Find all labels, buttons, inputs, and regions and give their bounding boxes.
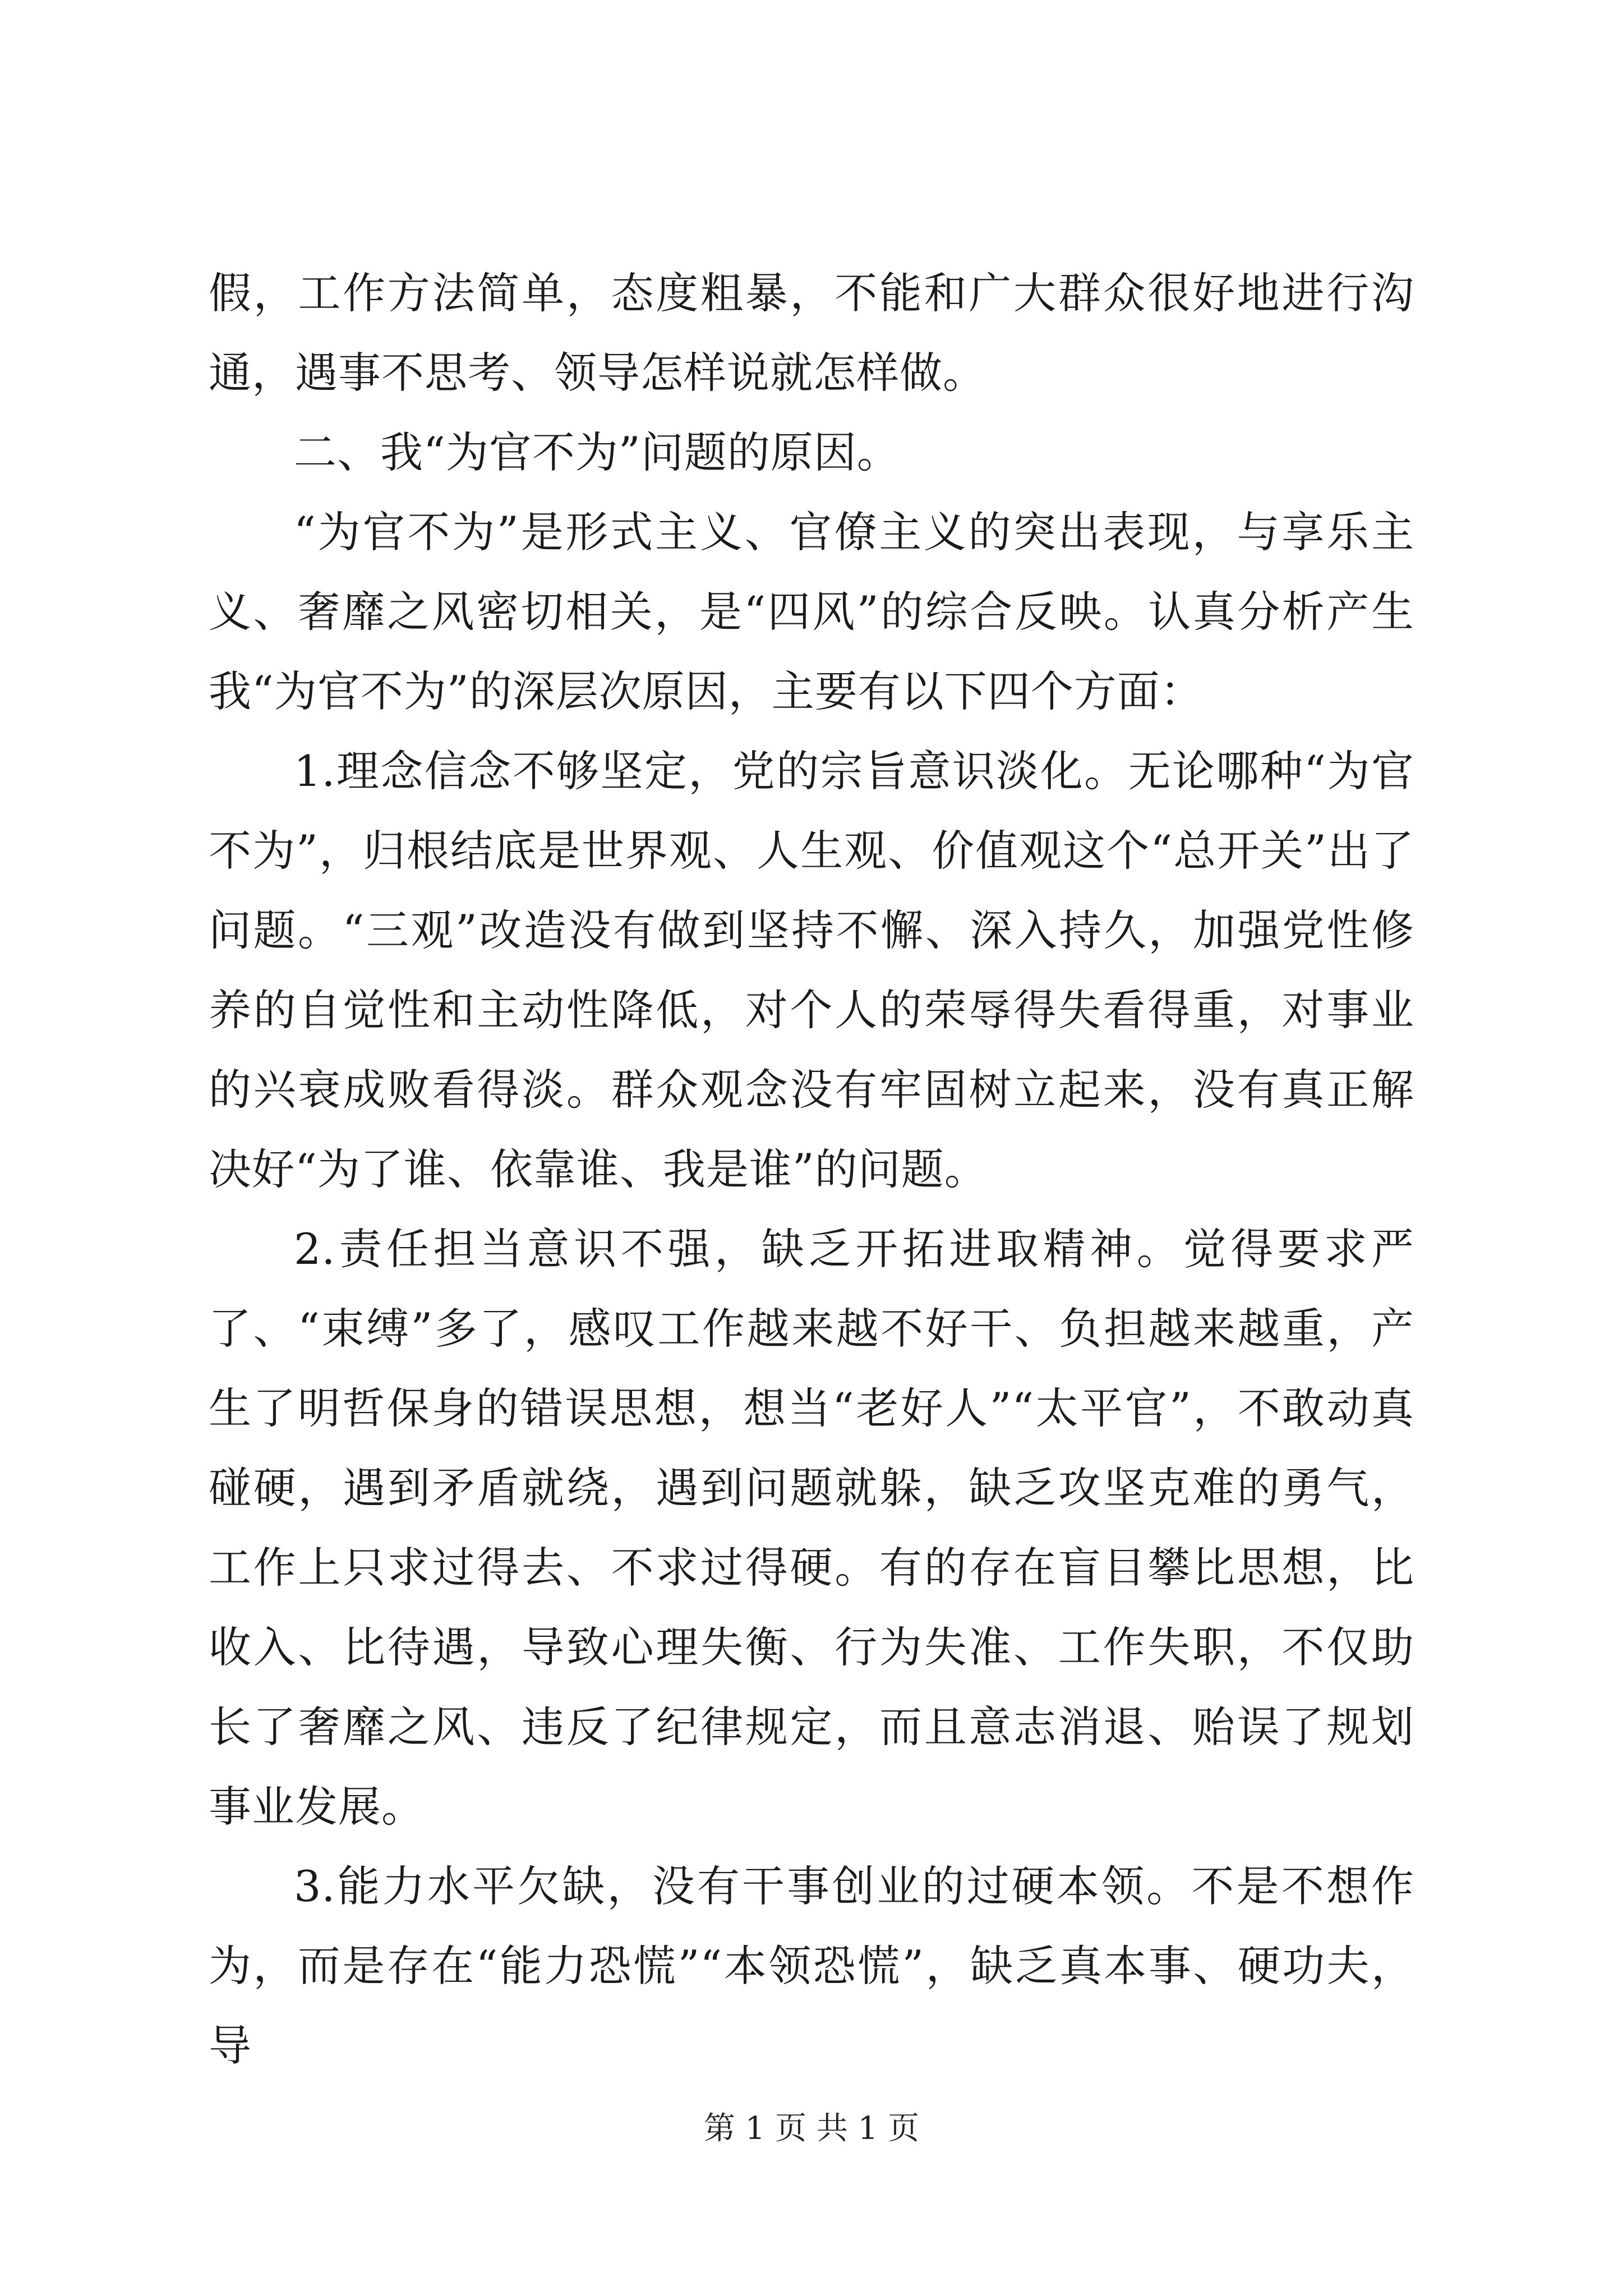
paragraph-continuation: 假，工作方法简单，态度粗暴，不能和广大群众很好地进行沟通，遇事不思考、领导怎样说就怎样做。: [209, 268, 1414, 398]
paragraph-intro: “为官不为”是形式主义、官僚主义的突出表现，与享乐主义、奢靡之风密切相关，是“四风”的综合反映。认真分析产生我“为官不为”的深层次原因，主要有以下四个方面：: [209, 507, 1414, 716]
paragraph-point-1: 1.理念信念不够坚定，党的宗旨意识淡化。无论哪种“为官不为”，归根结底是世界观、人生观、价值观这个“总开关”出了问题。“三观”改造没有做到坚持不懈、深入持久，加强党性修养的自觉性和主动性降低，对个人的荣辱得失看得重，对事业的兴衰成败看得淡。群众观念没有牢固树立起来，没有真正解决好“为了谁、依靠谁、我是谁”的问题。: [209, 746, 1414, 1194]
paragraph-point-3: 3.能力水平欠缺，没有干事创业的过硬本领。不是不想作为，而是存在“能力恐慌”“本领恐慌”，缺乏真本事、硬功夫，导: [209, 1861, 1414, 2070]
section-heading-causes: 二、我“为官不为”问题的原因。: [294, 427, 900, 477]
page-footer: 第 1 页 共 1 页: [703, 2110, 920, 2147]
paragraph-point-2: 2.责任担当意识不强，缺乏开拓进取精神。觉得要求严了、“束缚”多了，感叹工作越来越不好干、负担越来越重，产生了明哲保身的错误思想，想当“老好人”“太平官”，不敢动真碰硬，遇到矛盾就绕，遇到问题就躲，缺乏攻坚克难的勇气，工作上只求过得去、不求过得硬。有的存在盲目攀比思想，比收入、比待遇，导致心理失衡、行为失准、工作失职，不仅助长了奢靡之风、违反了纪律规定，而且意志消退、贻误了规划事业发展。: [209, 1224, 1414, 1832]
document-body: [209, 254, 1414, 2086]
